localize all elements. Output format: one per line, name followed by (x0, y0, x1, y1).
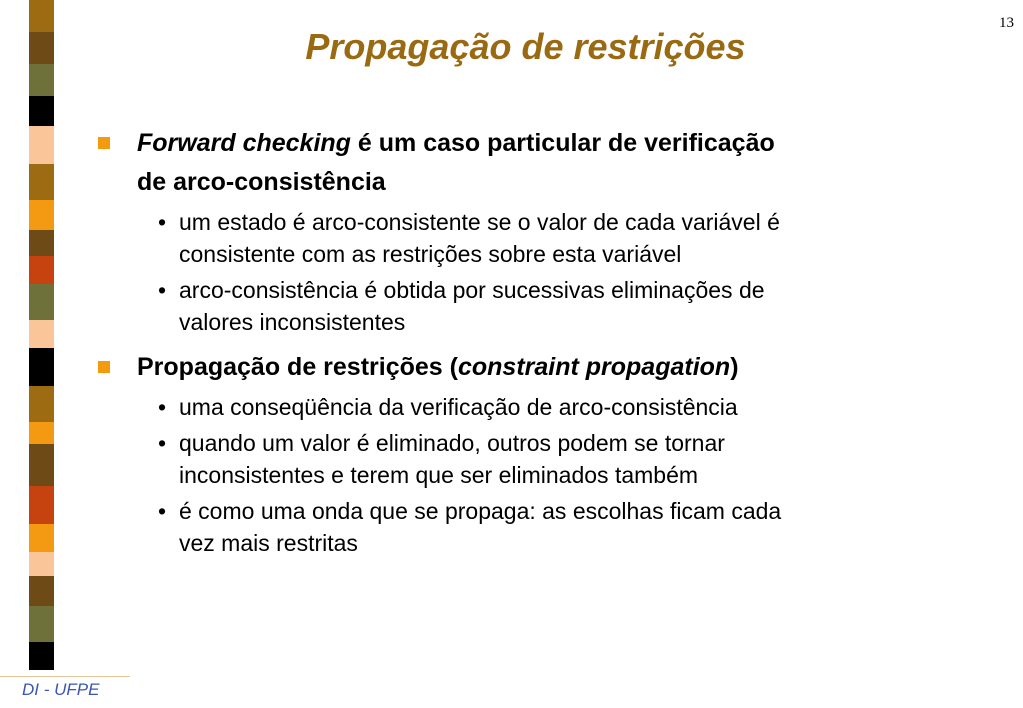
stripe-segment (29, 444, 54, 486)
slide-content (96, 124, 976, 559)
dot-bullet-icon: • (158, 430, 167, 456)
sub-bullet-item (96, 495, 976, 559)
bullet-text-line: Propagação de restrições ( (137, 353, 458, 381)
stripe-segment (29, 256, 54, 284)
sub-bullet-item (96, 391, 976, 423)
stripe-segment (29, 348, 54, 386)
stripe-segment (29, 486, 54, 524)
stripe-segment (29, 606, 54, 642)
bullet-text-line: ) (730, 353, 739, 381)
stripe-segment (29, 200, 54, 230)
sub-bullet-text: quando um valor é eliminado, outros podem se tornar (179, 430, 725, 456)
stripe-segment (29, 96, 54, 126)
bullet-text-line: é um caso particular de verificação (350, 129, 775, 157)
page-number: 13 (999, 15, 1014, 31)
bullet-text (137, 353, 739, 381)
stripe-segment (29, 386, 54, 422)
sub-bullet-item (96, 427, 976, 491)
stripe-segment (29, 552, 54, 576)
sub-bullet-text: vez mais restritas (179, 530, 358, 556)
bullet-italic-term: constraint propagation (457, 353, 731, 381)
sub-bullet-text: uma conseqüência da verificação de arco-consistência (179, 394, 738, 420)
decorative-stripe (29, 0, 54, 676)
bullet-text (137, 129, 775, 196)
square-bullet-icon (98, 137, 110, 149)
stripe-segment (29, 230, 54, 256)
stripe-segment (29, 164, 54, 200)
stripe-segment (29, 422, 54, 444)
sub-bullet-text: um estado é arco-consistente se o valor de cada variável é (179, 209, 780, 235)
stripe-segment (29, 642, 54, 670)
sub-bullet-text: arco-consistência é obtida por sucessivas eliminações de (179, 277, 765, 303)
stripe-segment (29, 284, 54, 320)
bullet-item (96, 124, 976, 202)
page-title: Propagação de restrições (305, 26, 746, 67)
sub-bullet-item (96, 274, 976, 338)
bullet-item (96, 348, 976, 387)
stripe-segment (29, 64, 54, 96)
footer-divider (0, 676, 130, 677)
dot-bullet-icon: • (158, 498, 167, 524)
sub-bullet-text: consistente com as restrições sobre esta variável (179, 241, 682, 267)
stripe-segment (29, 126, 54, 164)
stripe-segment (29, 320, 54, 348)
sub-bullet-text: valores inconsistentes (179, 309, 406, 335)
sub-bullet-text: é como uma onda que se propaga: as escolhas ficam cada (179, 498, 782, 524)
square-bullet-icon (98, 361, 110, 373)
sub-bullet-item (96, 206, 976, 270)
stripe-segment (29, 524, 54, 552)
bullet-italic-term: Forward checking (137, 129, 351, 157)
bullet-text-line: de arco-consistência (137, 168, 386, 196)
dot-bullet-icon: • (158, 394, 167, 420)
dot-bullet-icon: • (158, 277, 167, 303)
stripe-segment (29, 576, 54, 606)
dot-bullet-icon: • (158, 209, 167, 235)
sub-bullet-text: inconsistentes e terem que ser eliminados também (179, 462, 699, 488)
footer-text: DI - UFPE (22, 680, 100, 699)
